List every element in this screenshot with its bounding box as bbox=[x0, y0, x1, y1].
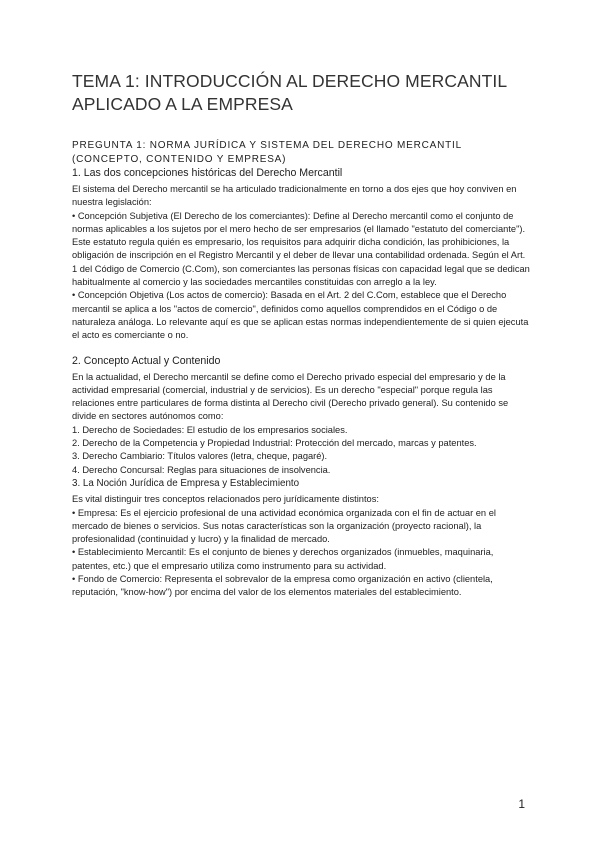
section-current-concept bbox=[72, 354, 530, 477]
section-1-intro: El sistema del Derecho mercantil se ha articulado tradicionalmente en torno a dos ejes que hoy conviven en nuestra legislación: bbox=[72, 184, 517, 208]
section-enterprise-notion bbox=[72, 477, 530, 600]
section-3-intro: Es vital distinguir tres conceptos relacionados pero jurídicamente distintos: bbox=[72, 494, 379, 505]
document-page bbox=[72, 70, 530, 600]
section-2-intro: En la actualidad, el Derecho mercantil se define como el Derecho privado especial del empresario y de la actividad empresarial (comercial, industrial y de servicios). Es un derecho "especial" porque regula las relaciones entre particulares de forma distinta al Derecho civil (Derecho privado general). Su contenido se divide en sectores autónomos como: bbox=[72, 371, 509, 422]
section-3-item-empresa: • Empresa: Es el ejercicio profesional de una actividad económica organizada con el fin de actuar en el mercado de bienes o servicios. Sus notas características son la organización (proyecto racional), la profesionalidad (continuidad y lucro) y la finalidad de mercado. bbox=[72, 507, 496, 545]
section-3-heading: 3. La Noción Jurídica de Empresa y Establecimiento bbox=[72, 477, 300, 489]
section-1-heading: 1. Las dos concepciones históricas del Derecho Mercantil bbox=[72, 167, 343, 179]
section-2-item: 4. Derecho Concursal: Reglas para situaciones de insolvencia. bbox=[72, 464, 331, 475]
section-1-item-subjective: • Concepción Subjetiva (El Derecho de los comerciantes): Define al Derecho mercantil como el conjunto de normas aplicables a los sujetos por el mero hecho de ser empresarios (el llamado "estatuto del comerciante"). Este estatuto regula quién es empresario, los requisitos para adquirir dicha condición, las prohibiciones, la obligación de inscripción en el Registro Mercantil y el deber de llevar una contabilidad ordenada. Según el Art. 1 del Código de Comercio (C.Com), son comerciantes las personas físicas con capacidad legal que se dedican habitualmente al comercio y las sociedades mercantiles constituidas con arreglo a la ley. bbox=[72, 210, 530, 288]
section-3-item-establecimiento: • Establecimiento Mercantil: Es el conjunto de bienes y derechos organizados (inmuebles, maquinaria, patentes, etc.) que el empresario utiliza como instrumento para su actividad. bbox=[72, 547, 494, 571]
section-historical-conceptions bbox=[72, 166, 530, 343]
section-1-item-objective: • Concepción Objetiva (Los actos de comercio): Basada en el Art. 2 del C.Com, establece que el Derecho mercantil se aplica a los "actos de comercio", definidos como aquellos comprendidos en el Código o de naturaleza análoga. Lo relevante aquí es que se aplican estas normas independientemente de si quien ejecuta el acto es comerciante o no. bbox=[72, 290, 529, 341]
section-2-item: 3. Derecho Cambiario: Títulos valores (letra, cheque, pagaré). bbox=[72, 451, 328, 462]
section-3-item-fondo: • Fondo de Comercio: Representa el sobrevalor de la empresa como organización en activo (clientela, reputación, "know-how") por encima del valor de los elementos materiales del establecimiento. bbox=[72, 574, 493, 598]
section-2-heading: 2. Concepto Actual y Contenido bbox=[72, 354, 221, 367]
section-2-item: 1. Derecho de Sociedades: El estudio de los empresarios sociales. bbox=[72, 424, 348, 435]
page-number: 1 bbox=[518, 797, 525, 811]
section-2-item: 2. Derecho de la Competencia y Propiedad Industrial: Protección del mercado, marcas y patentes. bbox=[72, 438, 477, 449]
question-heading: PREGUNTA 1: NORMA JURÍDICA Y SISTEMA DEL DERECHO MERCANTIL (CONCEPTO, CONTENIDO Y EMPRESA) bbox=[72, 140, 462, 165]
document-title: TEMA 1: INTRODUCCIÓN AL DERECHO MERCANTIL APLICADO A LA EMPRESA bbox=[72, 71, 507, 114]
